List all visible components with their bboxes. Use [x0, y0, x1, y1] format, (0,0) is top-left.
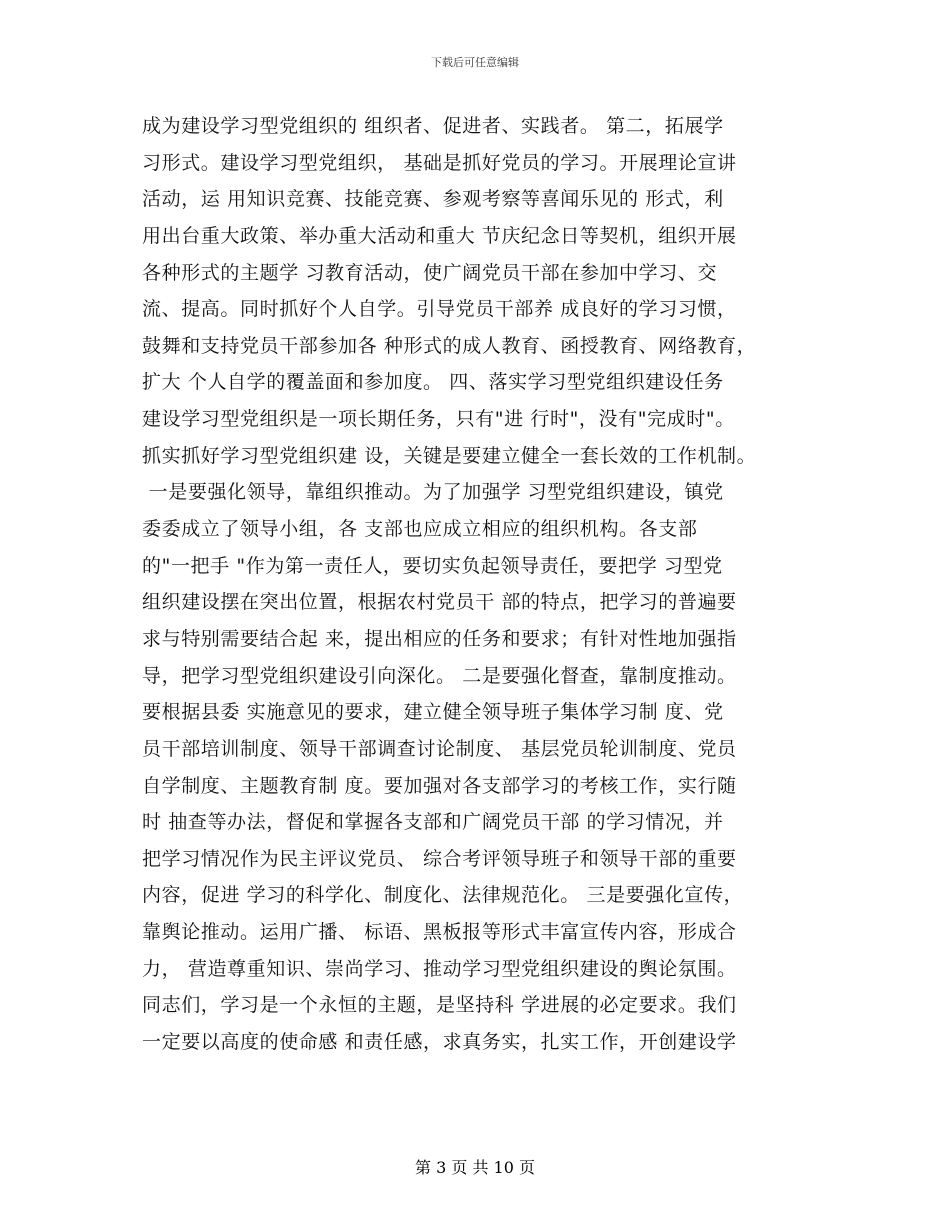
- text-line: 各种形式的主题学 习教育活动，使广阔党员干部在参加中学习、交: [142, 261, 718, 284]
- text-line: 成为建设学习型党组织的 组织者、促进者、实践者。 第二，拓展学: [142, 115, 724, 137]
- page-number-footer: 第 3 页 共 10 页: [415, 1158, 535, 1177]
- text-line: 内容，促进 学习的科学化、制度化、法律规范化。 三是要强化宣传，: [142, 884, 744, 907]
- page-header: 下载后可任意编辑: [431, 56, 519, 69]
- document-body: [142, 108, 822, 1061]
- text-line: 建设学习型党组织是一项长期任务，只有"进 行时"，没有"完成时"。: [142, 408, 735, 431]
- text-line: 把学习情况作为民主评议党员、 综合考评领导班子和领导干部的重要: [142, 847, 737, 870]
- text-line: 委委成立了领导小组，各 支部也应成立相应的组织机构。各支部: [142, 518, 698, 541]
- text-line: 靠舆论推动。运用广播、 标语、黑板报等形式丰富宣传内容，形成合: [142, 921, 737, 944]
- text-line: 员干部培训制度、领导干部调查讨论制度、 基层党员轮训制度、党员: [142, 737, 737, 760]
- text-line: 组织建设摆在突出位置，根据农村党员干 部的特点，把学习的普遍要: [142, 591, 737, 614]
- text-line: 同志们，学习是一个永恒的主题，是坚持科 学进展的必定要求。我们: [142, 994, 737, 1017]
- text-line: 导，把学习型党组织建设引向深化。 二是要强化督查，靠制度推动。: [142, 664, 737, 687]
- text-line: 扩大 个人自学的覆盖面和参加度。 四、落实学习型党组织建设任务: [142, 371, 724, 394]
- text-line: 求与特别需要结合起 来，提出相应的任务和要求；有针对性地加强指: [142, 627, 737, 650]
- text-line: 的"一把手 "作为第一责任人，要切实负起领导责任，要把学 习型党: [142, 554, 723, 577]
- text-line: 要根据县委 实施意见的要求，建立健全领导班子集体学习制 度、党: [142, 701, 724, 724]
- text-line: 一定要以高度的使命感 和责任感，求真务实，扎实工作，开创建设学: [142, 1031, 737, 1054]
- text-line: 抓实抓好学习型党组织建 设，关键是要建立健全一套长效的工作机制。: [142, 444, 757, 467]
- text-line: 力， 营造尊重知识、崇尚学习、推动学习型党组织建设的舆论氛围。: [142, 957, 737, 980]
- text-line: 活动，运 用知识竞赛、技能竞赛、参观考察等喜闻乐见的 形式，利: [142, 188, 724, 211]
- text-line: 习形式。建设学习型党组织， 基础是抓好党员的学习。开展理论宣讲: [142, 151, 737, 174]
- text-line: 用出台重大政策、举办重大活动和重大 节庆纪念日等契机，组织开展: [142, 224, 737, 247]
- text-line: 鼓舞和支持党员干部参加各 种形式的成人教育、函授教育、网络教育，: [142, 334, 757, 357]
- text-line: 时 抽查等办法，督促和掌握各支部和广阔党员干部 的学习情况，并: [142, 811, 724, 834]
- text-line: 自学制度、主题教育制 度。要加强对各支部学习的考核工作，实行随: [142, 774, 737, 797]
- text-line: 流、提高。同时抓好个人自学。引导党员干部养 成良好的学习习惯，: [142, 298, 737, 321]
- text-line: 一是要强化领导，靠组织推动。为了加强学 习型党组织建设，镇党: [142, 481, 724, 504]
